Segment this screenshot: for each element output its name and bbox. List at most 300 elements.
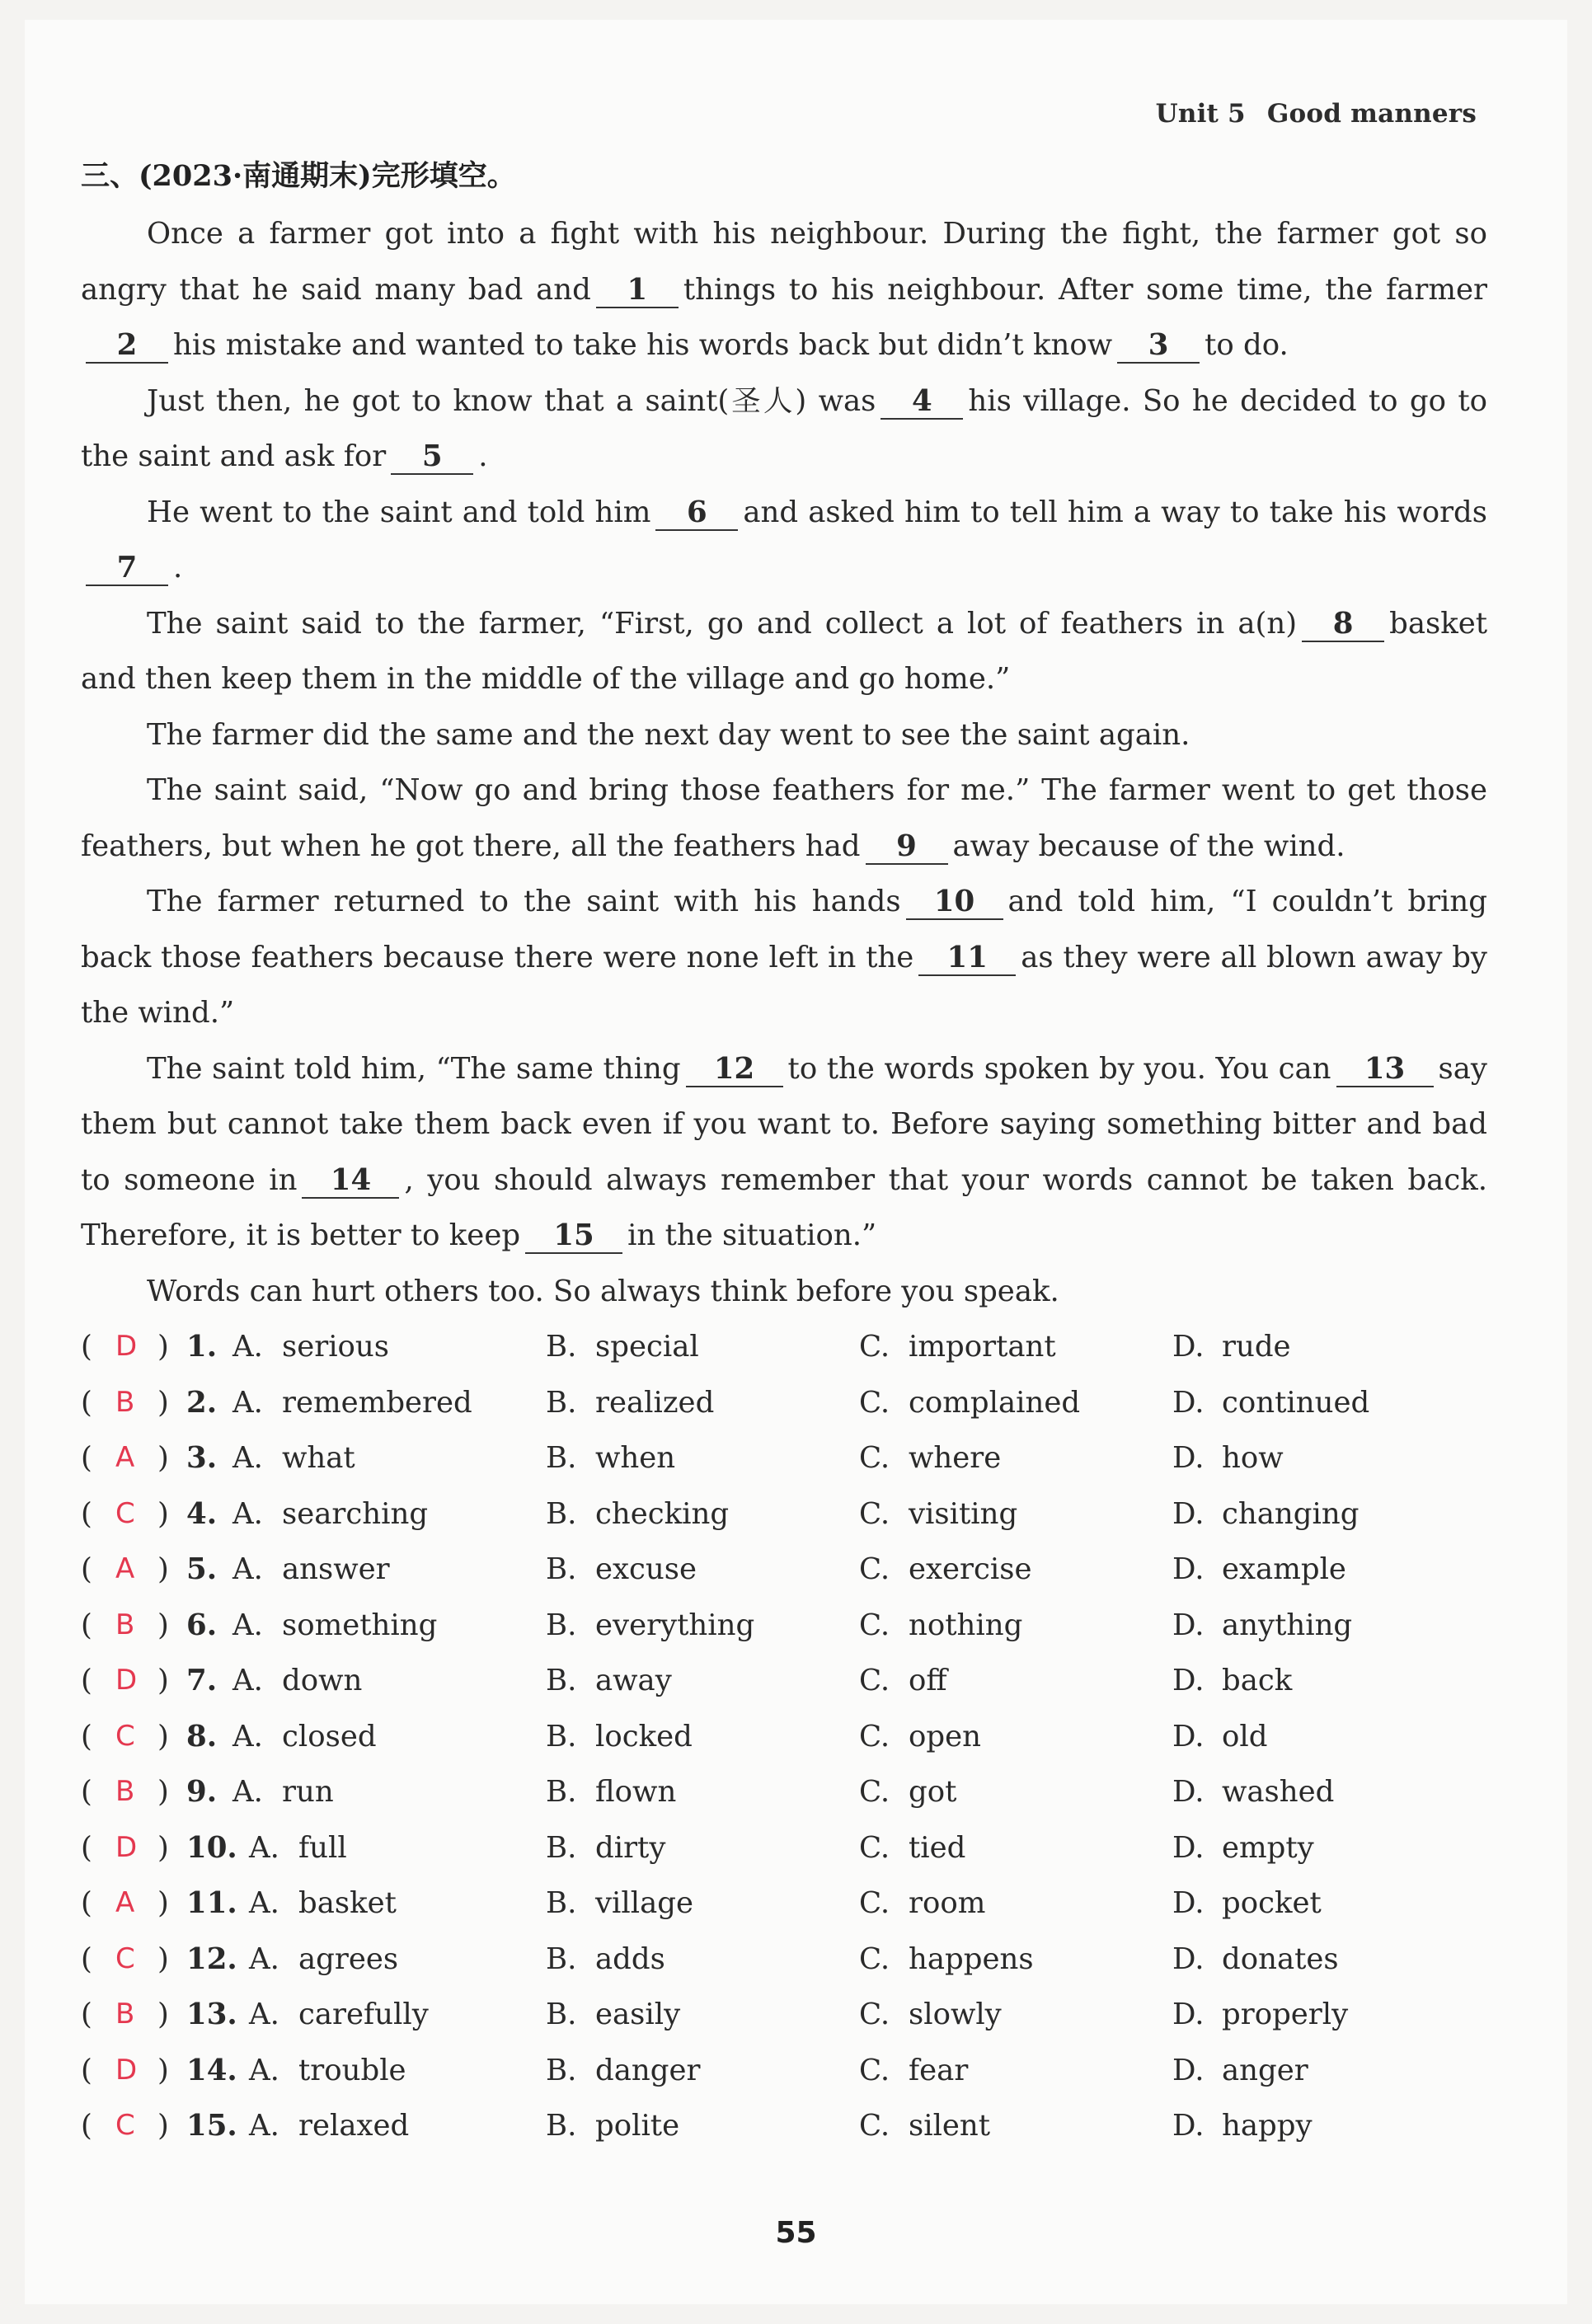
- option-text: complained: [909, 1385, 1081, 1420]
- question-row: [81, 1319, 1515, 1375]
- paren-open: (: [81, 1886, 92, 1920]
- paren-close: ): [157, 1385, 169, 1420]
- option-c: [859, 1820, 965, 1876]
- answer-letter: D: [115, 1664, 138, 1697]
- option-letter: B.: [546, 1608, 577, 1642]
- option-letter: A.: [232, 1552, 263, 1586]
- option-text: pocket: [1222, 1886, 1322, 1920]
- option-letter: A.: [232, 1330, 263, 1364]
- options-list: [81, 1319, 1515, 2154]
- option-text: important: [909, 1330, 1056, 1364]
- text: Once a farmer got into a fight with his neighbour. During the fight, the farmer got so angry that he said many bad and: [81, 217, 1487, 307]
- question-row: [81, 1542, 1515, 1598]
- option-text: old: [1222, 1719, 1268, 1754]
- paren-open: (: [81, 1941, 92, 1976]
- text: his mistake and wanted to take his words back but didn’t know: [173, 328, 1113, 362]
- question-number: 13.: [186, 1998, 237, 2031]
- option-d: [1172, 1598, 1352, 1654]
- option-letter: B.: [546, 1330, 577, 1364]
- text: The saint told him, “The same thing: [147, 1051, 681, 1086]
- option-a: [232, 1430, 355, 1486]
- answer-letter: D: [115, 1830, 138, 1864]
- paren-close: ): [157, 1886, 169, 1920]
- question-row: [81, 1430, 1515, 1486]
- unit-title: Good manners: [1266, 99, 1477, 129]
- option-a: [232, 1542, 390, 1598]
- option-letter: C.: [859, 1330, 890, 1364]
- paragraph-2: [81, 373, 1487, 485]
- option-text: checking: [595, 1496, 730, 1531]
- paren-close: ): [157, 1664, 169, 1697]
- blank-3: 3: [1117, 329, 1200, 364]
- option-a: [249, 1932, 398, 1988]
- paren-open: (: [81, 1608, 92, 1642]
- section-title: 三、(2023·南通期末)完形填空。: [81, 159, 516, 193]
- option-letter: B.: [546, 1496, 577, 1531]
- question-number: 11.: [186, 1886, 237, 1920]
- text: Just then, he got to know that a saint(圣人) was: [147, 383, 876, 418]
- option-letter: C.: [859, 1496, 890, 1531]
- option-c: [859, 1932, 1034, 1988]
- option-letter: D.: [1172, 1998, 1205, 2031]
- option-c: [859, 1987, 1002, 2043]
- option-text: agrees: [298, 1941, 399, 1976]
- question-row: [81, 2043, 1515, 2099]
- option-text: off: [909, 1664, 947, 1697]
- option-b: [546, 1598, 754, 1654]
- option-d: [1172, 1542, 1346, 1598]
- blank-10: 10: [906, 885, 1003, 920]
- text: .: [173, 551, 183, 585]
- option-a: [232, 1709, 377, 1765]
- option-text: special: [595, 1330, 699, 1364]
- option-text: fear: [909, 2053, 969, 2087]
- paren-close: ): [157, 2053, 169, 2087]
- option-letter: C.: [859, 2053, 890, 2087]
- paren-close: ): [157, 1941, 169, 1976]
- option-letter: C.: [859, 1886, 890, 1920]
- option-text: how: [1222, 1441, 1284, 1475]
- blank-15: 15: [525, 1219, 622, 1254]
- option-text: adds: [595, 1941, 665, 1976]
- option-b: [546, 1764, 676, 1820]
- option-letter: B.: [546, 1886, 577, 1920]
- option-letter: D.: [1172, 1830, 1205, 1865]
- option-b: [546, 1319, 699, 1375]
- text: as they were all blown away by the wind.”: [81, 940, 1487, 1030]
- paren-close: ): [157, 1441, 169, 1475]
- option-letter: D.: [1172, 1496, 1205, 1531]
- paren-open: (: [81, 1719, 92, 1754]
- paragraph-1: [81, 206, 1487, 373]
- option-a: [232, 1375, 472, 1431]
- question-row: [81, 2098, 1515, 2154]
- option-b: [546, 1430, 675, 1486]
- option-d: [1172, 2098, 1313, 2154]
- option-text: answer: [282, 1552, 390, 1586]
- option-text: exercise: [909, 1552, 1032, 1586]
- option-letter: C.: [859, 2109, 890, 2143]
- option-d: [1172, 1709, 1267, 1765]
- paragraph-9: Words can hurt others too. So always think before you speak.: [147, 1274, 1059, 1308]
- option-b: [546, 1820, 665, 1876]
- option-b: [546, 1987, 680, 2043]
- option-letter: B.: [546, 1775, 577, 1809]
- blank-7: 7: [86, 552, 168, 586]
- answer-letter: C: [115, 1496, 135, 1530]
- option-a: [232, 1319, 389, 1375]
- option-b: [546, 1709, 693, 1765]
- option-a: [232, 1653, 362, 1709]
- question-number: 12.: [186, 1941, 237, 1976]
- option-c: [859, 1486, 1017, 1542]
- option-b: [546, 2098, 679, 2154]
- question-row: [81, 1709, 1515, 1765]
- text: The farmer returned to the saint with his hands: [147, 885, 901, 918]
- blank-9: 9: [866, 830, 948, 865]
- option-text: changing: [1222, 1496, 1360, 1531]
- text: say them but cannot take them back even if you want to. Before saying something bitter and bad to someone in: [81, 1051, 1487, 1197]
- option-c: [859, 1709, 981, 1765]
- option-text: everything: [595, 1608, 755, 1642]
- option-text: continued: [1222, 1385, 1370, 1420]
- option-c: [859, 1764, 956, 1820]
- option-text: happens: [909, 1941, 1034, 1976]
- option-d: [1172, 1375, 1369, 1431]
- text: to the words spoken by you. You can: [787, 1051, 1331, 1086]
- question-row: [81, 1820, 1515, 1876]
- paren-open: (: [81, 1998, 92, 2031]
- answer-letter: B: [115, 1775, 135, 1808]
- option-text: donates: [1222, 1941, 1339, 1976]
- option-text: anything: [1222, 1608, 1353, 1642]
- option-text: easily: [595, 1998, 681, 2031]
- paren-close: ): [157, 1719, 169, 1754]
- option-text: basket: [298, 1886, 397, 1920]
- option-d: [1172, 1932, 1339, 1988]
- option-text: visiting: [909, 1496, 1018, 1531]
- option-text: remembered: [282, 1385, 472, 1420]
- option-text: trouble: [298, 2053, 406, 2087]
- option-letter: A.: [249, 1941, 279, 1976]
- option-letter: D.: [1172, 1385, 1205, 1420]
- text: and asked him to tell him a way to take his words: [743, 495, 1487, 529]
- option-letter: C.: [859, 1385, 890, 1420]
- question-row: [81, 1764, 1515, 1820]
- paren-open: (: [81, 1830, 92, 1865]
- paren-open: (: [81, 1496, 92, 1531]
- paragraph-3: [81, 485, 1487, 596]
- answer-letter: B: [115, 1998, 135, 2031]
- answer-letter: C: [115, 1719, 135, 1753]
- option-letter: C.: [859, 1830, 890, 1865]
- paren-open: (: [81, 1330, 92, 1364]
- option-letter: C.: [859, 1441, 890, 1475]
- answer-letter: A: [115, 1886, 135, 1919]
- blank-2: 2: [86, 329, 168, 364]
- option-text: open: [909, 1719, 981, 1754]
- paren-close: ): [157, 1496, 169, 1531]
- option-text: dirty: [595, 1830, 666, 1865]
- option-letter: C.: [859, 1775, 890, 1809]
- option-text: rude: [1222, 1330, 1291, 1364]
- blank-8: 8: [1302, 608, 1384, 642]
- option-text: when: [595, 1441, 676, 1475]
- option-b: [546, 1876, 693, 1932]
- blank-1: 1: [596, 274, 679, 308]
- question-row: [81, 1876, 1515, 1932]
- answer-letter: D: [115, 2053, 138, 2087]
- option-text: polite: [595, 2109, 680, 2143]
- option-d: [1172, 1653, 1292, 1709]
- paren-close: ): [157, 1998, 169, 2031]
- option-letter: B.: [546, 1830, 577, 1865]
- blank-5: 5: [391, 440, 473, 475]
- option-b: [546, 1653, 672, 1709]
- option-letter: D.: [1172, 1664, 1205, 1697]
- option-c: [859, 1876, 985, 1932]
- option-b: [546, 1375, 714, 1431]
- option-letter: A.: [232, 1385, 263, 1420]
- option-text: locked: [595, 1719, 693, 1754]
- question-row: [81, 1375, 1515, 1431]
- text: The saint said to the farmer, “First, go and collect a lot of feathers in a(n): [147, 606, 1298, 641]
- option-text: serious: [282, 1330, 390, 1364]
- option-letter: B.: [546, 2053, 577, 2087]
- answer-letter: B: [115, 1608, 135, 1641]
- option-a: [249, 1876, 397, 1932]
- option-d: [1172, 1876, 1322, 1932]
- option-letter: C.: [859, 1664, 890, 1697]
- option-a: [249, 2098, 409, 2154]
- option-text: what: [282, 1441, 355, 1475]
- option-text: anger: [1222, 2053, 1308, 2087]
- option-text: nothing: [909, 1608, 1023, 1642]
- question-number: 14.: [186, 2053, 237, 2087]
- blank-11: 11: [918, 941, 1016, 976]
- option-d: [1172, 2043, 1308, 2099]
- option-b: [546, 2043, 700, 2099]
- option-letter: D.: [1172, 2109, 1205, 2143]
- option-letter: C.: [859, 1998, 890, 2031]
- option-letter: B.: [546, 1441, 577, 1475]
- option-text: tied: [909, 1830, 966, 1865]
- option-letter: D.: [1172, 1886, 1205, 1920]
- option-letter: C.: [859, 1719, 890, 1754]
- text: The saint said, “Now go and bring those feathers for me.” The farmer went to get those feathers, but when he got there, all the feathers had: [81, 773, 1487, 863]
- question-row: [81, 1987, 1515, 2043]
- option-b: [546, 1932, 665, 1988]
- option-c: [859, 1319, 1056, 1375]
- question-number: 4.: [186, 1496, 218, 1531]
- option-text: down: [282, 1664, 363, 1697]
- text: in the situation.”: [627, 1218, 877, 1252]
- option-c: [859, 1430, 1001, 1486]
- option-text: danger: [595, 2053, 701, 2087]
- question-number: 8.: [186, 1719, 218, 1754]
- option-text: run: [282, 1775, 334, 1809]
- option-b: [546, 1542, 697, 1598]
- option-letter: C.: [859, 1941, 890, 1976]
- option-letter: D.: [1172, 1441, 1205, 1475]
- paren-close: ): [157, 2109, 169, 2143]
- option-letter: C.: [859, 1608, 890, 1642]
- text: and told him, “I couldn’t bring back those feathers because there were none left in the: [81, 885, 1487, 974]
- option-letter: A.: [232, 1775, 263, 1809]
- option-text: properly: [1222, 1998, 1349, 2031]
- text: things to his neighbour. After some time, the farmer: [683, 272, 1487, 307]
- option-letter: D.: [1172, 1941, 1205, 1976]
- option-letter: A.: [232, 1496, 263, 1531]
- unit-label: Unit 5: [1155, 99, 1246, 129]
- option-text: village: [595, 1886, 694, 1920]
- question-row: [81, 1598, 1515, 1654]
- answer-letter: D: [115, 1330, 138, 1363]
- option-letter: C.: [859, 1552, 890, 1586]
- option-text: empty: [1222, 1830, 1314, 1865]
- option-letter: B.: [546, 1385, 577, 1420]
- option-letter: A.: [249, 2109, 279, 2143]
- option-letter: A.: [249, 1886, 279, 1920]
- page-number: 55: [775, 2216, 817, 2250]
- option-d: [1172, 1764, 1334, 1820]
- option-letter: D.: [1172, 1330, 1205, 1364]
- option-letter: A.: [232, 1664, 263, 1697]
- running-head: [1156, 99, 1477, 129]
- option-text: slowly: [909, 1998, 1002, 2031]
- paragraph-4: [81, 596, 1487, 707]
- option-a: [232, 1486, 428, 1542]
- question-number: 1.: [186, 1330, 218, 1364]
- paren-close: ): [157, 1330, 169, 1364]
- option-letter: A.: [232, 1441, 263, 1475]
- option-c: [859, 1542, 1031, 1598]
- question-row: [81, 1653, 1515, 1709]
- question-number: 15.: [186, 2109, 237, 2143]
- text: away because of the wind.: [952, 829, 1345, 863]
- option-a: [249, 1987, 429, 2043]
- text: basket and then keep them in the middle of the village and go home.”: [81, 606, 1487, 696]
- question-number: 7.: [186, 1664, 218, 1697]
- option-d: [1172, 1987, 1348, 2043]
- option-c: [859, 2098, 990, 2154]
- option-text: relaxed: [298, 2109, 410, 2143]
- paren-close: ): [157, 1830, 169, 1865]
- text: .: [478, 439, 488, 473]
- option-text: room: [909, 1886, 986, 1920]
- option-letter: A.: [249, 1998, 279, 2031]
- option-letter: B.: [546, 2109, 577, 2143]
- paragraph-7: [81, 874, 1487, 1041]
- option-c: [859, 1598, 1022, 1654]
- paragraph-8: [81, 1041, 1487, 1264]
- option-text: washed: [1222, 1775, 1335, 1809]
- option-letter: D.: [1172, 1608, 1205, 1642]
- paren-open: (: [81, 2109, 92, 2143]
- option-d: [1172, 1430, 1284, 1486]
- option-text: searching: [282, 1496, 429, 1531]
- paren-open: (: [81, 1552, 92, 1586]
- option-b: [546, 1486, 729, 1542]
- paren-open: (: [81, 1775, 92, 1809]
- question-number: 9.: [186, 1775, 218, 1809]
- option-c: [859, 1653, 947, 1709]
- option-letter: D.: [1172, 2053, 1205, 2087]
- answer-letter: C: [115, 1941, 135, 1975]
- option-text: realized: [595, 1385, 715, 1420]
- option-letter: B.: [546, 1719, 577, 1754]
- text: He went to the saint and told him: [147, 495, 651, 529]
- option-text: got: [909, 1775, 957, 1809]
- option-a: [232, 1598, 437, 1654]
- option-text: carefully: [298, 1998, 429, 2031]
- option-text: away: [595, 1664, 672, 1697]
- option-text: something: [282, 1608, 438, 1642]
- option-d: [1172, 1486, 1359, 1542]
- option-letter: A.: [249, 1830, 279, 1865]
- question-number: 6.: [186, 1608, 218, 1642]
- blank-13: 13: [1336, 1053, 1434, 1087]
- paren-close: ): [157, 1608, 169, 1642]
- option-text: full: [298, 1830, 347, 1865]
- option-letter: D.: [1172, 1775, 1205, 1809]
- option-text: back: [1222, 1664, 1293, 1697]
- paren-open: (: [81, 1385, 92, 1420]
- paren-open: (: [81, 1441, 92, 1475]
- paren-close: ): [157, 1552, 169, 1586]
- text: to do.: [1205, 328, 1289, 362]
- option-text: happy: [1222, 2109, 1313, 2143]
- blank-14: 14: [302, 1164, 399, 1199]
- paren-close: ): [157, 1775, 169, 1809]
- option-a: [249, 2043, 406, 2099]
- paragraph-5: The farmer did the same and the next day went to see the saint again.: [147, 717, 1190, 752]
- question-number: 10.: [186, 1830, 237, 1865]
- paren-open: (: [81, 1664, 92, 1697]
- option-d: [1172, 1319, 1291, 1375]
- option-text: closed: [282, 1719, 377, 1754]
- paren-open: (: [81, 2053, 92, 2087]
- question-number: 5.: [186, 1552, 218, 1586]
- blank-6: 6: [655, 496, 738, 531]
- option-letter: B.: [546, 1664, 577, 1697]
- question-row: [81, 1486, 1515, 1542]
- paragraph-6: [81, 763, 1487, 874]
- option-letter: D.: [1172, 1719, 1205, 1754]
- question-row: [81, 1932, 1515, 1988]
- answer-letter: C: [115, 2109, 135, 2142]
- option-letter: A.: [232, 1608, 263, 1642]
- question-number: 3.: [186, 1441, 218, 1475]
- option-letter: A.: [249, 2053, 279, 2087]
- option-letter: A.: [232, 1719, 263, 1754]
- option-c: [859, 1375, 1080, 1431]
- cloze-passage: [81, 206, 1487, 1319]
- option-letter: D.: [1172, 1552, 1205, 1586]
- question-number: 2.: [186, 1385, 218, 1420]
- option-letter: B.: [546, 1998, 577, 2031]
- text: his village. So he decided to go to the saint and ask for: [81, 383, 1488, 473]
- answer-letter: A: [115, 1441, 135, 1474]
- option-d: [1172, 1820, 1314, 1876]
- answer-letter: B: [115, 1385, 135, 1419]
- option-text: silent: [909, 2109, 991, 2143]
- option-a: [232, 1764, 334, 1820]
- text: , you should always remember that your words cannot be taken back. Therefore, it is better to keep: [81, 1162, 1487, 1252]
- option-a: [249, 1820, 347, 1876]
- answer-letter: A: [115, 1552, 135, 1585]
- option-c: [859, 2043, 968, 2099]
